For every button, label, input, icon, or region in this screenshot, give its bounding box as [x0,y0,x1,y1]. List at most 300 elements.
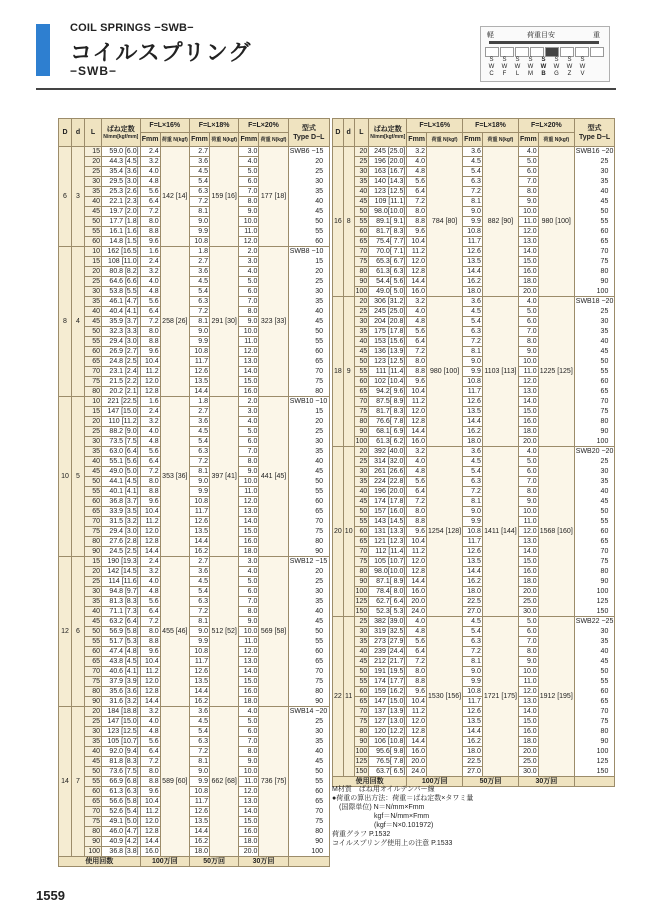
cell-spring-rate: 94.2[ 9.6] [369,387,407,397]
cell-type-length: 100 [574,747,615,757]
legend-code: S W M [527,57,534,77]
cell-load16: 455 [46] [160,557,189,707]
cell-L: 100 [355,438,368,445]
cell-fmm20: 12.0 [239,347,259,357]
cell-spring-rate: 224 [22.8] [369,477,407,487]
cell-L: 60 [85,497,102,507]
col-load: 荷重 N(kgf) [427,133,463,147]
cell-spring-rate: 25.3 [2.6] [102,187,141,197]
cell-L: 45 [85,617,102,627]
cell-L: 20 [85,157,102,167]
col-spring-rate-unit: N/mm[kgf/mm] [370,134,406,140]
cell-L: 80 [85,387,102,397]
cell-L: 30 [354,317,369,327]
cell-fmm20: 16.0 [518,267,538,277]
cell-spring-rate: 147 [15.0] [102,717,141,727]
cell-spring-rate: 16.1 [1.6] [102,227,141,237]
cell-spring-rate: 204 [20.8] [369,317,407,327]
cell-L: 100 [355,288,368,295]
cell-fmm18: 9.0 [463,207,483,217]
cell-load20: 736 [75] [259,707,288,857]
col-spring-rate-label: ばね定数 [106,126,135,133]
cell-fmm18: 9.0 [189,327,209,337]
cell-spring-rate: 261 [26.6] [369,467,407,477]
table-row [59,777,330,787]
cell-fmm18: 16.2 [463,737,483,747]
cell-type-length: 35 [574,327,615,337]
cell-fmm20: 16.0 [239,827,259,837]
cell-spring-rate: 54.4[ 5.6] [369,277,407,287]
cell-fmm18: 16.2 [189,547,209,557]
cell-L: 90 [354,427,369,437]
cell-spring-rate: 20.2 [2.1] [102,387,141,397]
cell-fmm20: 14.0 [518,247,538,257]
cell-spring-rate: 64.6 [6.6] [102,277,141,287]
cell-fmm16: 8.8 [407,367,427,377]
cell-type-length: 30 [574,317,615,327]
cell-L: 45 [354,657,369,667]
cell-fmm18: 11.7 [189,507,209,517]
table-row [333,297,615,307]
legend-code: S W G [553,57,560,77]
cell-fmm16: 5.6 [140,597,160,607]
table-row [59,217,330,227]
cell-load18: 512 [52] [210,557,239,707]
cell-fmm18: 7.2 [463,487,483,497]
cell-type-length: 90 [288,547,329,557]
cell-spring-rate: 81.7[ 8.3] [369,227,407,237]
col-f20: F=L×20% [239,119,288,133]
table-row [59,427,330,437]
cell-L: 55 [85,227,102,237]
cell-d: 9 [343,297,354,447]
cell-type-length: 80 [288,687,329,697]
cell-type-length: 75 [574,717,615,727]
table-row [59,517,330,527]
cell-spring-rate: 80.8 [8.2] [102,267,141,277]
cell-L: 55 [85,777,102,787]
cell-fmm20: 12.0 [518,687,538,697]
cell-fmm20: 2.0 [239,397,259,407]
cell-L: 20 [85,707,102,717]
cell-fmm16: 14.4 [407,277,427,287]
cell-type-length: 80 [288,827,329,837]
table-row [59,667,330,677]
cell-spring-rate: 73.5 [7.5] [102,437,141,447]
table-row [59,807,330,817]
cell-fmm20: 8.0 [518,647,538,657]
cell-fmm16: 8.8 [140,227,160,237]
cell-fmm16: 3.2 [407,447,427,457]
cell-fmm18: 14.4 [463,567,483,577]
cell-type-length: 90 [574,577,615,587]
table-row [59,147,330,157]
footer-row [59,857,330,867]
cell-fmm18: 9.0 [189,477,209,487]
cell-load20: 1225 [125] [538,297,574,447]
table-row [59,287,330,297]
cell-fmm20: 15.0 [239,817,259,827]
table-row [59,827,330,837]
cell-fmm18: 10.8 [463,377,483,387]
cell-fmm18: 10.8 [189,237,209,247]
cell-type-length: 45 [574,347,615,357]
cell-fmm18: 5.4 [189,287,209,297]
cell-fmm18: 1.8 [189,397,209,407]
cell-spring-rate: 196 [20.0] [369,487,407,497]
cell-load16: 1254 [128] [427,447,463,617]
cell-fmm20: 30.0 [518,607,538,617]
cell-fmm18: 5.4 [189,727,209,737]
table-row [333,617,615,627]
cell-fmm20: 11.0 [239,637,259,647]
cell-spring-rate: 88.2 [9.0] [102,427,141,437]
cell-D: 16 [333,147,344,297]
cell-fmm16: 24.0 [407,767,427,777]
cell-fmm16: 11.2 [140,517,160,527]
cell-fmm16: 8.8 [140,777,160,787]
cell-fmm18: 5.4 [189,587,209,597]
cell-type-length: 60 [288,347,329,357]
cell-spring-rate: 114 [11.6] [102,577,141,587]
cell-fmm20: 9.0 [239,317,259,327]
cell-spring-rate: 24.5 [2.5] [102,547,141,557]
cell-fmm18: 11.7 [463,537,483,547]
cell-L: 60 [354,227,369,237]
cell-fmm16: 4.0 [407,617,427,627]
cell-L: 80 [85,827,102,837]
cell-fmm16: 2.4 [140,147,160,157]
cell-type-length: 80 [288,387,329,397]
cell-L: 25 [354,457,369,467]
cell-fmm16: 16.0 [407,287,427,297]
cell-L: 25 [354,157,369,167]
cell-type-length: 40 [288,197,329,207]
cell-L: 150 [355,608,368,615]
cell-type-length: 50 [288,327,329,337]
cell-fmm16: 7.2 [140,757,160,767]
cell-L: 60 [85,647,102,657]
cell-L: 25 [85,167,102,177]
cell-fmm18: 2.7 [189,407,209,417]
cell-fmm20: 18.0 [518,427,538,437]
cell-spring-rate: 392 [40.0] [369,447,407,457]
cell-L: 10 [85,247,102,257]
table-row [333,147,615,157]
cell-fmm18: 9.9 [189,227,209,237]
cell-fmm20: 18.0 [239,547,259,557]
spec-table-right [332,118,615,787]
cell-type-length: 50 [574,507,615,517]
cell-fmm16: 12.8 [407,267,427,277]
col-D: D [333,119,344,147]
cell-type-length: 45 [288,207,329,217]
cell-d: 8 [343,147,354,297]
cell-L: 30 [354,627,369,637]
cell-spring-rate: 245 [25.0] [369,307,407,317]
cell-type-length: 60 [288,237,329,247]
cell-fmm18: 4.5 [189,577,209,587]
cell-type-name: SWB8 −10 [288,247,329,257]
table-row [59,457,330,467]
cell-L: 100 [85,847,102,857]
table-row [59,307,330,317]
cell-fmm16: 10.4 [407,537,427,547]
cell-load20: 177 [18] [259,147,288,247]
cell-fmm16: 10.4 [407,387,427,397]
cell-spring-rate: 63.2 [6.4] [102,617,141,627]
cell-fmm16: 10.4 [140,507,160,517]
footer-18: 50万回 [463,777,519,787]
cell-fmm18: 6.3 [189,597,209,607]
cell-fmm16: 12.0 [140,677,160,687]
cell-spring-rate: 56.9 [5.8] [102,627,141,637]
cell-fmm18: 12.6 [463,547,483,557]
cell-fmm20: 3.0 [239,147,259,157]
cell-fmm18: 18.0 [463,587,483,597]
table-row [59,817,330,827]
cell-fmm16: 12.0 [407,557,427,567]
cell-type-length: 45 [574,497,615,507]
cell-type-length: 55 [574,217,615,227]
cell-fmm18: 7.2 [463,647,483,657]
cell-fmm20: 13.0 [518,387,538,397]
cell-load18: 397 [41] [210,397,239,557]
cell-fmm20: 15.0 [518,407,538,417]
cell-fmm18: 13.5 [463,717,483,727]
cell-spring-rate: 24.8 [2.5] [102,357,141,367]
cell-fmm20: 5.0 [518,157,538,167]
cell-fmm18: 6.3 [463,177,483,187]
cell-fmm20: 13.0 [239,507,259,517]
cell-L: 15 [85,147,102,157]
table-row [59,197,330,207]
cell-fmm18: 2.7 [189,147,209,157]
cell-type-length: 30 [574,467,615,477]
cell-type-length: 60 [574,377,615,387]
cell-fmm16: 6.4 [407,487,427,497]
cell-fmm20: 11.0 [518,517,538,527]
cell-fmm18: 3.6 [189,707,209,717]
cell-fmm18: 9.0 [463,507,483,517]
cell-fmm18: 10.8 [463,227,483,237]
cell-spring-rate: 19.7 [2.0] [102,207,141,217]
cell-L: 70 [85,517,102,527]
cell-fmm18: 18.0 [463,747,483,757]
cell-type-length: 20 [288,567,329,577]
cell-fmm16: 8.8 [407,517,427,527]
cell-type-length: 70 [288,667,329,677]
cell-fmm18: 6.3 [189,187,209,197]
cell-L: 75 [85,817,102,827]
cell-type-length: 125 [574,757,615,767]
cell-type-length: 75 [574,257,615,267]
cell-fmm20: 25.0 [518,597,538,607]
cell-type-length: 25 [574,307,615,317]
cell-fmm18: 5.4 [463,317,483,327]
cell-fmm18: 9.0 [189,217,209,227]
cell-type-length: 35 [288,447,329,457]
cell-spring-rate: 123 [12.5] [369,187,407,197]
table-row [59,367,330,377]
cell-fmm18: 13.5 [463,557,483,567]
col-L: L [354,119,369,147]
cell-fmm20: 9.0 [518,197,538,207]
cell-spring-rate: 49.0[ 5.0] [369,287,407,297]
cell-fmm20: 16.0 [518,567,538,577]
cell-fmm16: 12.0 [407,407,427,417]
cell-fmm20: 12.0 [518,377,538,387]
cell-spring-rate: 55.1 [5.6] [102,457,141,467]
cell-type-length: 75 [288,527,329,537]
cell-fmm18: 3.6 [189,567,209,577]
cell-L: 40 [354,647,369,657]
cell-type-length: 45 [288,467,329,477]
cell-spring-rate: 40.4 [4.1] [102,307,141,317]
cell-fmm18: 7.2 [463,337,483,347]
cell-spring-rate: 43.8 [4.5] [102,657,141,667]
cell-spring-rate: 127 [13.0] [369,717,407,727]
table-row [59,717,330,727]
cell-type-length: 100 [574,437,615,447]
cell-L: 50 [85,217,102,227]
cell-spring-rate: 40.9 [4.2] [102,837,141,847]
cell-spring-rate: 112 [11.4] [369,547,407,557]
cell-fmm20: 11.0 [239,227,259,237]
col-f18: F=L×18% [189,119,238,133]
table-row [59,187,330,197]
cell-type-length: 70 [288,807,329,817]
col-spring-rate-unit: N/mm[kgf/mm] [103,134,139,140]
cell-fmm16: 8.0 [140,327,160,337]
cell-spring-rate: 35.4 [3.6] [102,167,141,177]
cell-L: 20 [354,147,369,157]
cell-fmm16: 9.6 [140,237,160,247]
notes [332,785,473,848]
cell-spring-rate: 175 [17.8] [369,327,407,337]
col-load: 荷重 N(kgf) [538,133,574,147]
cell-L: 65 [85,507,102,517]
cell-fmm16: 1.6 [140,397,160,407]
cell-spring-rate: 29.4 [3.0] [102,337,141,347]
cell-fmm20: 25.0 [518,757,538,767]
legend-cell [500,47,514,57]
table-row [59,537,330,547]
cell-fmm20: 6.0 [239,287,259,297]
cell-type-length: 90 [288,837,329,847]
cell-fmm18: 8.1 [463,657,483,667]
cell-spring-rate: 33.9 [3.5] [102,507,141,517]
cell-L: 60 [354,527,369,537]
cell-spring-rate: 35.9 [3.7] [102,317,141,327]
cell-L: 65 [354,537,369,547]
col-load: 荷重 N(kgf) [160,133,189,147]
cell-type-length: 100 [574,287,615,297]
legend-arrow-icon [489,41,599,44]
cell-D: 12 [59,557,72,707]
cell-fmm16: 10.4 [140,357,160,367]
cell-fmm16: 5.6 [140,737,160,747]
cell-fmm20: 20.0 [518,587,538,597]
cell-L: 50 [354,507,369,517]
cell-type-length: 25 [288,577,329,587]
col-type [574,119,615,147]
table-row [59,677,330,687]
cell-fmm16: 8.8 [407,677,427,687]
cell-fmm20: 9.0 [518,657,538,667]
cell-fmm20: 15.0 [518,257,538,267]
cell-L: 50 [354,667,369,677]
table-row [59,847,330,857]
cell-type-name: SWB10 −10 [288,397,329,407]
cell-fmm20: 11.0 [518,367,538,377]
cell-fmm16: 8.0 [407,667,427,677]
cell-L: 100 [355,748,368,755]
subtitle: −SWB− [70,64,118,78]
cell-type-length: 65 [288,507,329,517]
cell-fmm16: 6.4 [140,747,160,757]
cell-load18: 1721 [175] [482,617,518,777]
cell-spring-rate: 70.0[ 7.1] [369,247,407,257]
col-type-label: 型式 [301,124,316,132]
cell-spring-rate: 111 [11.4] [369,367,407,377]
table-row [59,527,330,537]
cell-fmm18: 11.7 [463,237,483,247]
cell-spring-rate: 71.1 [7.3] [102,607,141,617]
legend-label: 荷重目安 [527,32,555,39]
cell-fmm16: 10.4 [140,797,160,807]
cell-fmm18: 10.8 [189,347,209,357]
cell-spring-rate: 35.6 [3.6] [102,687,141,697]
cell-type-length: 55 [574,367,615,377]
cell-load18: 291 [30] [210,247,239,397]
cell-fmm20: 9.0 [518,497,538,507]
col-fmm: Fmm [239,133,259,147]
cell-L: 25 [85,427,102,437]
cell-type-length: 45 [288,757,329,767]
cell-fmm16: 14.4 [407,737,427,747]
cell-L: 70 [354,547,369,557]
cell-type-length: 35 [574,177,615,187]
cell-type-name: SWB20 −20 [575,448,614,456]
cell-spring-rate: 174 [17.8] [369,497,407,507]
table-row [59,467,330,477]
cell-fmm16: 8.8 [140,337,160,347]
table-row [59,547,330,557]
cell-fmm20: 5.0 [239,717,259,727]
cell-fmm16: 12.0 [140,527,160,537]
cell-type-length: 50 [288,627,329,637]
legend-cells [485,47,605,57]
cell-fmm16: 16.0 [140,847,160,857]
cell-type-length: 75 [574,407,615,417]
cell-fmm20: 13.0 [239,357,259,367]
cell-type-length: 50 [574,207,615,217]
table-row [59,327,330,337]
col-spring-rate [102,119,141,147]
cell-fmm20: 30.0 [518,767,538,777]
cell-type-length: 150 [574,767,615,777]
cell-type-length: 30 [288,287,329,297]
cell-spring-rate: 162 [16.5] [102,247,141,257]
cell-fmm18: 12.6 [189,807,209,817]
cell-fmm16: 12.0 [407,717,427,727]
cell-fmm20: 4.0 [239,157,259,167]
cell-fmm18: 16.2 [463,577,483,587]
cell-type-length: 30 [574,627,615,637]
cell-type-length: 40 [574,187,615,197]
footer-blank [574,777,615,787]
